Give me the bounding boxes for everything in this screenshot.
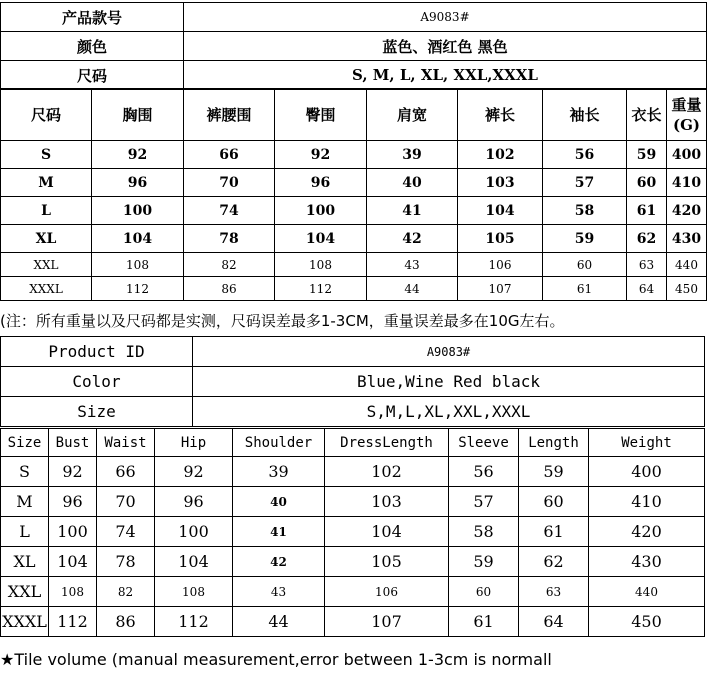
cn-cell: 420 (667, 197, 707, 225)
cn-cell: 100 (275, 197, 367, 225)
en-cell: 70 (97, 487, 155, 517)
en-header-size: Size (1, 429, 49, 457)
en-size-chart-table (0, 428, 705, 637)
cn-table-row (1, 197, 707, 225)
cn-cell: 103 (458, 169, 543, 197)
cn-cell: XL (1, 225, 92, 253)
en-table-row (1, 457, 705, 487)
cn-cell: 61 (543, 277, 627, 301)
en-cell: 92 (155, 457, 233, 487)
en-cell: 102 (325, 457, 449, 487)
cn-cell: 62 (627, 225, 667, 253)
cn-cell: 42 (367, 225, 458, 253)
cn-table-row (1, 253, 707, 277)
cn-cell: 104 (458, 197, 543, 225)
cn-cell: 100 (92, 197, 184, 225)
cn-product-id-value: A9083# (184, 3, 707, 32)
en-cell: 61 (449, 607, 519, 637)
en-cell: 63 (519, 577, 589, 607)
en-table-row (1, 547, 705, 577)
cn-cell: XXL (1, 253, 92, 277)
cn-cell: 43 (367, 253, 458, 277)
cn-cell: 410 (667, 169, 707, 197)
cn-header-pants-length: 裤长 (458, 89, 543, 141)
en-cell: 430 (589, 547, 705, 577)
en-cell: XXXL (1, 607, 49, 637)
en-cell: 104 (49, 547, 97, 577)
cn-cell: 74 (184, 197, 275, 225)
en-cell: L (1, 517, 49, 547)
cn-cell: 400 (667, 141, 707, 169)
en-measurement-note: ★Tile volume (manual measurement,error between 1-3cm is normall (0, 650, 552, 669)
en-cell: 92 (49, 457, 97, 487)
cn-cell: 78 (184, 225, 275, 253)
en-cell: 58 (449, 517, 519, 547)
en-cell: 59 (519, 457, 589, 487)
en-cell: 44 (233, 607, 325, 637)
en-header-hip: Hip (155, 429, 233, 457)
cn-cell: 92 (92, 141, 184, 169)
en-header-shoulder: Shoulder (233, 429, 325, 457)
en-info-row (1, 397, 705, 427)
en-cell: 104 (325, 517, 449, 547)
cn-cell: 57 (543, 169, 627, 197)
cn-cell: 105 (458, 225, 543, 253)
en-cell: 86 (97, 607, 155, 637)
cn-info-row (1, 3, 707, 32)
en-cell: 105 (325, 547, 449, 577)
cn-cell: 39 (367, 141, 458, 169)
cn-cell: 60 (543, 253, 627, 277)
en-size-label: Size (1, 397, 193, 427)
en-product-id-label: Product ID (1, 337, 193, 367)
cn-header-sleeve: 袖长 (543, 89, 627, 141)
en-product-id-value: A9083# (193, 337, 705, 367)
cn-table-row (1, 225, 707, 253)
en-cell: 420 (589, 517, 705, 547)
en-cell: 106 (325, 577, 449, 607)
en-header-length: Length (519, 429, 589, 457)
en-cell: 62 (519, 547, 589, 577)
cn-header-size: 尺码 (1, 89, 92, 141)
en-cell: 400 (589, 457, 705, 487)
cn-info-row (1, 61, 707, 90)
cn-cell: 61 (627, 197, 667, 225)
cn-size-label: 尺码 (1, 61, 184, 90)
cn-cell: 102 (458, 141, 543, 169)
cn-header-bust: 胸围 (92, 89, 184, 141)
en-cell: XL (1, 547, 49, 577)
en-cell: 66 (97, 457, 155, 487)
en-info-row (1, 337, 705, 367)
en-cell: 42 (233, 547, 325, 577)
cn-cell: 41 (367, 197, 458, 225)
en-header-dress-length: DressLength (325, 429, 449, 457)
cn-header-length: 衣长 (627, 89, 667, 141)
cn-header-shoulder: 肩宽 (367, 89, 458, 141)
en-header-waist: Waist (97, 429, 155, 457)
en-cell: 107 (325, 607, 449, 637)
en-cell: 112 (155, 607, 233, 637)
en-cell: 74 (97, 517, 155, 547)
en-cell: 56 (449, 457, 519, 487)
cn-cell: 112 (275, 277, 367, 301)
cn-header-row (1, 89, 707, 141)
cn-header-waist: 裤腰围 (184, 89, 275, 141)
en-header-bust: Bust (49, 429, 97, 457)
en-cell: 60 (519, 487, 589, 517)
en-header-weight: Weight (589, 429, 705, 457)
en-info-row (1, 367, 705, 397)
cn-cell: 44 (367, 277, 458, 301)
cn-cell: 108 (92, 253, 184, 277)
en-cell: 60 (449, 577, 519, 607)
cn-cell: 66 (184, 141, 275, 169)
cn-cell: 60 (627, 169, 667, 197)
en-cell: 59 (449, 547, 519, 577)
en-cell: 40 (233, 487, 325, 517)
en-cell: 57 (449, 487, 519, 517)
cn-cell: 108 (275, 253, 367, 277)
en-cell: 43 (233, 577, 325, 607)
cn-cell: 58 (543, 197, 627, 225)
cn-cell: 107 (458, 277, 543, 301)
cn-cell: 64 (627, 277, 667, 301)
cn-cell: 86 (184, 277, 275, 301)
en-cell: 112 (49, 607, 97, 637)
cn-product-id-label: 产品款号 (1, 3, 184, 32)
en-color-label: Color (1, 367, 193, 397)
cn-size-chart-table (0, 88, 707, 301)
en-cell: XXL (1, 577, 49, 607)
en-cell: 104 (155, 547, 233, 577)
cn-cell: 82 (184, 253, 275, 277)
en-cell: 96 (155, 487, 233, 517)
cn-product-info-table (0, 2, 707, 90)
cn-cell: M (1, 169, 92, 197)
cn-info-row (1, 32, 707, 61)
en-cell: 100 (155, 517, 233, 547)
cn-cell: L (1, 197, 92, 225)
cn-cell: 56 (543, 141, 627, 169)
en-cell: 61 (519, 517, 589, 547)
en-cell: 108 (49, 577, 97, 607)
en-cell: 39 (233, 457, 325, 487)
cn-cell: 63 (627, 253, 667, 277)
cn-cell: 92 (275, 141, 367, 169)
en-color-value: Blue,Wine Red black (193, 367, 705, 397)
cn-cell: 104 (92, 225, 184, 253)
en-cell: 78 (97, 547, 155, 577)
cn-color-value: 蓝色、酒红色 黑色 (184, 32, 707, 61)
cn-table-row (1, 141, 707, 169)
cn-table-row (1, 169, 707, 197)
cn-cell: S (1, 141, 92, 169)
cn-header-hip: 臀围 (275, 89, 367, 141)
en-cell: 82 (97, 577, 155, 607)
en-cell: 96 (49, 487, 97, 517)
en-table-row (1, 577, 705, 607)
cn-cell: 59 (627, 141, 667, 169)
cn-color-label: 颜色 (1, 32, 184, 61)
en-table-row (1, 607, 705, 637)
cn-cell: 450 (667, 277, 707, 301)
cn-cell: 104 (275, 225, 367, 253)
en-cell: S (1, 457, 49, 487)
en-cell: 103 (325, 487, 449, 517)
cn-table-row (1, 277, 707, 301)
en-table-row (1, 487, 705, 517)
cn-cell: 70 (184, 169, 275, 197)
cn-cell: 440 (667, 253, 707, 277)
cn-cell: 59 (543, 225, 627, 253)
en-cell: 410 (589, 487, 705, 517)
en-size-value: S,M,L,XL,XXL,XXXL (193, 397, 705, 427)
cn-measurement-note: (注：所有重量以及尺码都是实测，尺码误差最多1-3CM，重量误差最多在10G左右。 (0, 312, 565, 330)
en-cell: 450 (589, 607, 705, 637)
en-cell: 440 (589, 577, 705, 607)
en-cell: 100 (49, 517, 97, 547)
en-table-row (1, 517, 705, 547)
cn-cell: 96 (92, 169, 184, 197)
cn-header-weight: 重量 (G) (667, 89, 707, 141)
en-cell: M (1, 487, 49, 517)
cn-cell: 430 (667, 225, 707, 253)
en-header-row (1, 429, 705, 457)
en-product-info-table (0, 336, 705, 427)
cn-size-value: S, M, L, XL, XXL,XXXL (184, 61, 707, 90)
cn-cell: 40 (367, 169, 458, 197)
en-header-sleeve: Sleeve (449, 429, 519, 457)
cn-cell: 96 (275, 169, 367, 197)
cn-cell: 106 (458, 253, 543, 277)
cn-cell: XXXL (1, 277, 92, 301)
en-cell: 64 (519, 607, 589, 637)
en-cell: 41 (233, 517, 325, 547)
cn-cell: 112 (92, 277, 184, 301)
en-cell: 108 (155, 577, 233, 607)
